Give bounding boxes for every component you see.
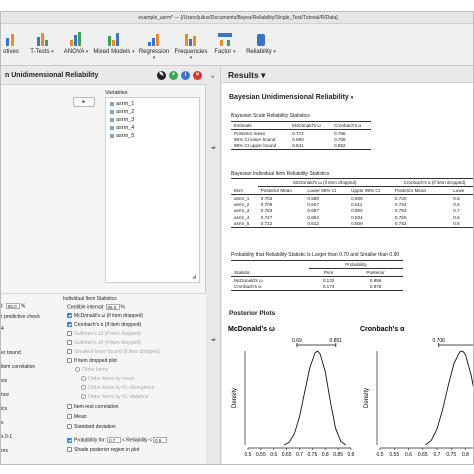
x-tick-label: 0.7 xyxy=(433,452,441,458)
reliability-icon xyxy=(254,32,268,46)
column-header: Statistic xyxy=(231,269,309,277)
analysis-heading[interactable]: Bayesian Unidimensional Reliability ▾ xyxy=(229,94,354,101)
table-row: asrm_5 0.712 0.612 0.809 0.742 0.6 xyxy=(231,221,474,228)
checkbox-icon[interactable] xyxy=(67,424,72,429)
table-row: asrm_4 0.747 0.654 0.834 0.750 0.6 xyxy=(234,214,460,220)
frequencies-icon xyxy=(184,32,198,46)
ribbon-label: Reliability xyxy=(246,49,272,55)
order-by-mean-radio[interactable]: Order items by mean xyxy=(81,376,135,382)
checkbox-icon[interactable] xyxy=(67,340,72,345)
ribbon-anova[interactable] xyxy=(61,28,91,62)
column-header: Posterior xyxy=(348,269,403,277)
x-tick-label: 0.6 xyxy=(405,452,412,458)
posterior-plot-omega xyxy=(226,321,356,463)
group-header: Cronbach's α (if item dropped) xyxy=(392,179,474,187)
probability-high-field[interactable]: 0.9 xyxy=(153,437,167,443)
ci-lower-label: 0.69 xyxy=(292,338,302,344)
chevron-down-icon: ▾ xyxy=(51,49,54,55)
list-item[interactable]: asrm_2 xyxy=(110,109,134,115)
ribbon-reliability[interactable] xyxy=(245,28,277,62)
x-tick-label: 0.8 xyxy=(462,452,469,458)
option-fragment[interactable]: sis xyxy=(1,378,8,384)
app-window xyxy=(0,11,474,465)
ribbon-label: otives xyxy=(3,49,19,55)
list-item[interactable]: asrm_4 xyxy=(110,125,134,131)
x-tick-label: 0.55 xyxy=(389,452,400,458)
column-header: Posterior Mean xyxy=(258,187,305,195)
info-icon[interactable]: i xyxy=(181,71,190,80)
table-row: 95% CI upper bound 0.841 0.852 xyxy=(231,143,371,150)
credible-interval-field[interactable]: 95.0 xyxy=(106,304,120,310)
ribbon-mixed-models[interactable] xyxy=(93,28,135,62)
edit-title-icon[interactable]: ✎ xyxy=(158,72,165,78)
ci-lower-label: 0.706 xyxy=(432,338,445,344)
ribbon-regression[interactable] xyxy=(137,28,171,62)
factor-icon xyxy=(218,32,232,46)
plot-title: Cronbach's α xyxy=(360,326,405,333)
y-axis-label: Density xyxy=(364,387,370,409)
column-header: Item xyxy=(231,187,258,195)
checkbox-icon[interactable] xyxy=(67,438,72,443)
group-header: McDonald's ω (if item dropped) xyxy=(258,179,392,187)
x-tick-label: 0.65 xyxy=(417,452,428,458)
mean-checkbox[interactable]: Mean xyxy=(67,414,87,420)
x-tick-label: 0.5 xyxy=(376,452,384,458)
probability-table-caption: Probability that Reliability Statistic is Larger than 0.70 and Smaller than 0.90 xyxy=(231,252,400,258)
checkbox-icon[interactable] xyxy=(67,404,72,409)
column-header: Lower 95% CI xyxy=(304,187,348,195)
splitter-arrows-icon[interactable]: ◂▸ xyxy=(211,145,217,151)
plot-title: McDonald's ω xyxy=(228,326,275,333)
scale-variable-icon xyxy=(110,126,114,130)
probability-checkbox[interactable]: Probability for: 0.7 < Reliability < 0.9 xyxy=(67,437,168,443)
probability-table xyxy=(231,260,403,291)
assign-variable-button[interactable]: ► xyxy=(73,97,95,107)
order-by-kl-distance-radio[interactable]: Order items by KL-distance xyxy=(81,394,149,400)
checkbox-icon[interactable] xyxy=(67,358,72,363)
item-stats-title: Individual Item Statistics xyxy=(63,296,117,302)
analysis-title: n Unidimensional Reliability xyxy=(5,72,99,79)
results-title: Results ▾ xyxy=(228,70,266,80)
scale-variable-icon xyxy=(110,110,114,114)
ribbon-frequencies[interactable] xyxy=(173,28,209,62)
option-fragment[interactable]: s xyxy=(1,420,4,426)
column-header: Upper 95% CI xyxy=(348,187,392,195)
cronbach-alpha-checkbox[interactable]: Cronbach's α (if item dropped) xyxy=(67,322,141,328)
option-fragment[interactable]: ors xyxy=(1,448,8,454)
variables-list[interactable] xyxy=(105,97,200,283)
close-icon[interactable]: × xyxy=(193,71,202,80)
analysis-options-panel xyxy=(1,67,206,465)
radio-icon[interactable] xyxy=(81,385,86,390)
ci-upper-label: 0.851 xyxy=(329,338,343,344)
guttman-l6-checkbox[interactable]: Guttman's λ6 (if item dropped) xyxy=(67,340,141,346)
splitter-arrows-icon[interactable]: ◂▸ xyxy=(211,337,217,343)
chevron-down-icon: ▾ xyxy=(152,55,156,61)
scale-table-caption: Bayesian Scale Reliability Statistics xyxy=(231,113,310,119)
option-fragment[interactable]: nce xyxy=(1,392,10,398)
ribbon-factor[interactable] xyxy=(211,28,239,62)
options-section xyxy=(1,293,206,465)
x-tick-label: 0.6 xyxy=(270,452,278,458)
checkbox-icon[interactable] xyxy=(67,313,72,318)
density-curve xyxy=(284,351,346,445)
order-items-radio[interactable]: Order items xyxy=(75,367,108,373)
chevron-down-icon[interactable]: ▾ xyxy=(350,95,354,101)
ribbon-label: T-Tests xyxy=(30,49,50,55)
item-rest-correlation-checkbox[interactable]: Item-rest correlation xyxy=(67,404,118,410)
regression-icon xyxy=(147,32,161,46)
results-panel xyxy=(222,67,474,465)
ribbon-label: Mixed Models xyxy=(93,49,131,55)
standard-deviation-checkbox[interactable]: Standard deviation xyxy=(67,424,116,430)
results-header xyxy=(222,67,474,83)
order-by-kl-divergence-radio[interactable]: Order items by KL-divergence xyxy=(81,385,154,391)
ribbon-descriptives[interactable] xyxy=(1,28,21,62)
probability-low-field[interactable]: 0.7 xyxy=(107,437,121,443)
window-title: example_asrm* — [/Users/julius/Documents/Bayes/Reliability/Single_Test/Tutorial/R/Data] xyxy=(1,12,474,24)
list-item[interactable]: asrm_1 xyxy=(110,101,134,107)
column-header: Estimate xyxy=(231,122,289,130)
duplicate-icon[interactable]: + xyxy=(169,71,178,80)
table-row: asrm_1 0.703 0.590 0.805 0.720 0.6 xyxy=(234,195,460,201)
group-header: Probability xyxy=(309,261,403,269)
checkbox-icon[interactable] xyxy=(67,331,72,336)
table-row: 95% CI lower bound 0.690 0.706 xyxy=(234,137,346,143)
column-header: Cronbach's α xyxy=(331,122,371,130)
posterior-plot-alpha xyxy=(358,321,474,463)
item-table-caption: Bayesian Individual Item Reliability Statistics xyxy=(231,171,330,177)
item-correlation-option[interactable]: item correlation xyxy=(1,364,36,370)
item-reliability-table xyxy=(231,178,474,228)
scale-variable-icon xyxy=(110,118,114,122)
scale-variable-icon xyxy=(110,102,114,106)
checkbox-icon[interactable] xyxy=(67,322,72,327)
x-tick-label: 0.85 xyxy=(333,452,343,458)
options-header xyxy=(1,67,206,85)
ci-option[interactable]: l: 95.0 % xyxy=(1,303,26,310)
ribbon-label: Frequencies xyxy=(174,49,208,55)
descriptives-icon xyxy=(4,32,18,46)
shade-posterior-checkbox[interactable]: Shade posterior region in plot xyxy=(67,447,139,453)
credible-interval-option[interactable]: Credible interval: 95.0 % xyxy=(67,304,125,311)
table-row: asrm_3 0.783 0.697 0.860 0.793 0.7 xyxy=(234,208,460,214)
chevron-down-icon[interactable]: ▾ xyxy=(261,70,266,80)
resize-handle-icon[interactable]: ◢ xyxy=(192,274,196,280)
mcdonald-omega-checkbox[interactable]: McDonald's ω (if item dropped) xyxy=(67,313,143,319)
density-curve xyxy=(426,351,474,445)
table-row: Cronbach's α 0.174 0.978 xyxy=(231,283,403,290)
table-row: McDonald's ω 0.132 0.956 xyxy=(234,277,382,283)
x-tick-label: 0.9 xyxy=(347,452,355,458)
table-row: Posterior mean 0.772 0.785 xyxy=(234,130,346,136)
collapse-left-icon[interactable]: ◂ xyxy=(211,74,214,80)
variables-label: Variables xyxy=(105,90,128,96)
x-tick-label: 0.65 xyxy=(281,452,292,458)
x-tick-label: 0.8 xyxy=(321,452,329,458)
ribbon-label: Factor xyxy=(214,49,232,55)
guttman-l2-checkbox[interactable]: Guttman's λ2 (if item dropped) xyxy=(67,331,141,337)
column-header: Posterior Mean xyxy=(392,187,450,195)
checkbox-icon[interactable] xyxy=(67,414,72,419)
option-fragment[interactable]: ics xyxy=(1,406,8,412)
if-item-dropped-plot-checkbox[interactable]: If item dropped plot xyxy=(67,358,117,364)
scale-reliability-table xyxy=(231,121,371,150)
x-tick-label: 0.75 xyxy=(446,452,457,458)
chevron-down-icon: ▾ xyxy=(85,49,89,55)
x-tick-label: 0.55 xyxy=(256,452,266,458)
analysis-ribbon xyxy=(1,24,474,66)
column-header: Prior xyxy=(309,269,348,277)
column-header: Lowe xyxy=(450,187,474,195)
chevron-down-icon: ▾ xyxy=(132,49,135,55)
lower-bound-option[interactable]: er bound xyxy=(1,350,21,356)
list-item[interactable]: asrm_5 xyxy=(110,133,134,139)
y-axis-label: Density xyxy=(232,387,238,409)
panel-splitter[interactable] xyxy=(207,67,221,465)
table-row: asrm_2 0.709 0.607 0.811 0.734 0.6 xyxy=(234,202,460,208)
scale-variable-icon xyxy=(110,134,114,138)
checkbox-icon[interactable] xyxy=(67,447,72,452)
x-tick-label: 0.7 xyxy=(296,452,303,458)
chevron-down-icon: ▾ xyxy=(233,49,236,55)
x-tick-label: 0.5 xyxy=(244,452,252,458)
ribbon-label: ANOVA xyxy=(63,49,85,55)
posterior-plots-heading: Posterior Plots xyxy=(229,310,276,317)
chevron-down-icon: ▾ xyxy=(273,49,276,55)
t-tests-icon xyxy=(35,32,49,46)
radio-icon[interactable] xyxy=(75,367,80,372)
chevron-down-icon: ▾ xyxy=(189,55,193,61)
ribbon-label: Regression xyxy=(138,49,170,55)
anova-icon xyxy=(69,32,83,46)
ci-field[interactable]: 95.0 xyxy=(6,303,20,309)
checkbox-icon[interactable] xyxy=(67,349,72,354)
ribbon-t-tests[interactable] xyxy=(25,28,59,62)
mixed-models-icon xyxy=(107,32,121,46)
option-fragment[interactable]: s 0-1 xyxy=(1,434,13,440)
radio-icon[interactable] xyxy=(81,376,86,381)
option-fragment[interactable]: 4 xyxy=(1,326,4,332)
predictive-check-option[interactable]: r predictive check xyxy=(1,314,40,320)
glb-checkbox[interactable]: Greatest lower bound (if item dropped) xyxy=(67,349,160,355)
column-header: McDonald's ω xyxy=(289,122,331,130)
list-item[interactable]: asrm_3 xyxy=(110,117,134,123)
x-tick-label: 0.75 xyxy=(307,452,318,458)
radio-icon[interactable] xyxy=(81,394,86,399)
